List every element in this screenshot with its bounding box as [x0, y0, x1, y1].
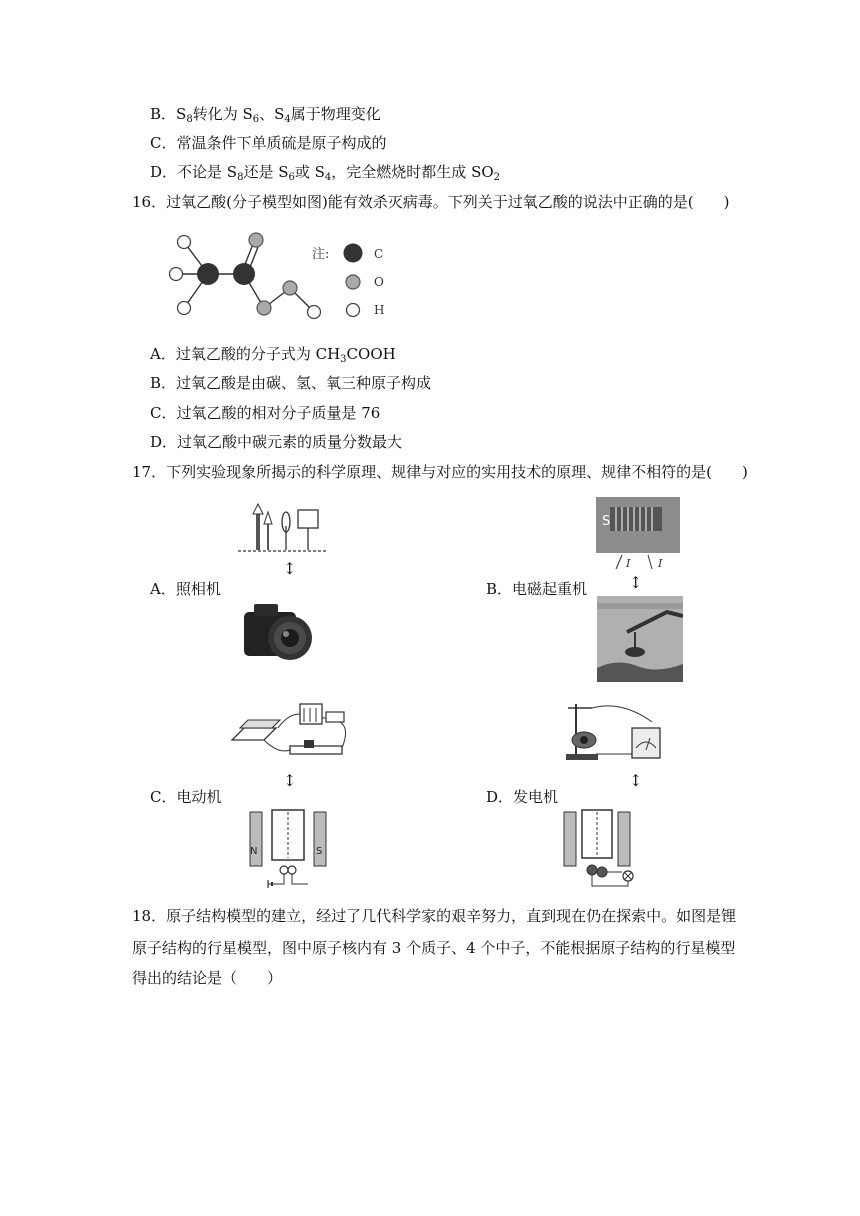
hydrogen-atom: [178, 236, 191, 249]
carbon-atom: [197, 263, 219, 285]
q16-option-d: D．过氧乙酸中碳元素的质量分数最大: [150, 433, 403, 451]
q15-option-b: B．$S_8$转化为 $S_6$、$S_4$属于物理变化: [150, 105, 381, 125]
hydrogen-atom: [308, 306, 321, 319]
double-arrow-icon: ↕: [629, 771, 643, 790]
generator-experiment-figure: [562, 700, 666, 766]
motor-experiment-figure: [228, 698, 350, 764]
q17-option-a: A．照相机: [150, 580, 221, 598]
q15-option-c: C．常温条件下单质硫是原子构成的: [150, 134, 387, 152]
q18-stem-line-3: 得出的结论是（ ）: [132, 969, 283, 987]
hydrogen-atom: [170, 268, 183, 281]
q17-option-d: D．发电机: [486, 788, 559, 806]
q16-option-b: B．过氧乙酸是由碳、氢、氧三种原子构成: [150, 374, 432, 392]
motor-principle-diagram: [248, 806, 328, 892]
q18-stem-line-2: 原子结构的行星模型，图中原子核内有 3 个质子、4 个中子，不能根据原子结构的行星模型: [132, 939, 736, 957]
south-pole-label: S: [602, 514, 611, 529]
current-label: I: [626, 557, 631, 570]
south-pole-label: S: [316, 846, 323, 857]
oxygen-atom: [257, 301, 271, 315]
electromagnet-photo: [596, 497, 680, 573]
q16-stem: 16．过氧乙酸(分子模型如图)能有效杀灭病毒。下列关于过氧乙酸的说法中正确的是( ): [132, 193, 730, 211]
q16-option-c: C．过氧乙酸的相对分子质量是 76: [150, 404, 381, 422]
legend-oxygen-label: O: [374, 275, 384, 289]
q18-stem-line-1: 18．原子结构模型的建立，经过了几代科学家的艰辛努力，直到现在仍在探索中。如图是锂: [132, 907, 737, 925]
electromagnetic-crane-photo: [597, 596, 683, 682]
carbon-atom: [233, 263, 255, 285]
q17-option-b: B．电磁起重机: [486, 580, 588, 598]
double-arrow-icon: ↕: [283, 771, 297, 790]
q15-option-d: D．不论是 $S_8$还是 $S_6$或 $S_4$，完全燃烧时都生成 $SO_2$: [150, 163, 501, 183]
legend-title: 注:: [312, 247, 330, 262]
q17-option-c: C．电动机: [150, 788, 222, 806]
north-pole-label: N: [250, 846, 258, 857]
legend-hydrogen-swatch: [347, 304, 360, 317]
generator-principle-diagram: [562, 806, 646, 892]
q16-option-a: A．过氧乙酸的分子式为 $CH_3COOH$: [150, 345, 396, 365]
convex-lens-experiment-figure: [238, 500, 328, 554]
double-arrow-icon: ↕: [629, 573, 643, 592]
camera-photo: [240, 600, 318, 664]
hydrogen-atom: [178, 302, 191, 315]
legend-hydrogen-label: H: [374, 303, 385, 317]
molecule-model-figure: [160, 226, 400, 326]
current-label: I: [658, 557, 663, 570]
oxygen-atom: [283, 281, 297, 295]
double-arrow-icon: ↕: [283, 559, 297, 578]
legend-carbon-label: C: [374, 247, 384, 261]
q17-stem: 17．下列实验现象所揭示的科学原理、规律与对应的实用技术的原理、规律不相符的是( ): [132, 463, 748, 481]
oxygen-atom: [249, 233, 263, 247]
legend-oxygen-swatch: [346, 275, 360, 289]
legend-carbon-swatch: [344, 244, 363, 263]
